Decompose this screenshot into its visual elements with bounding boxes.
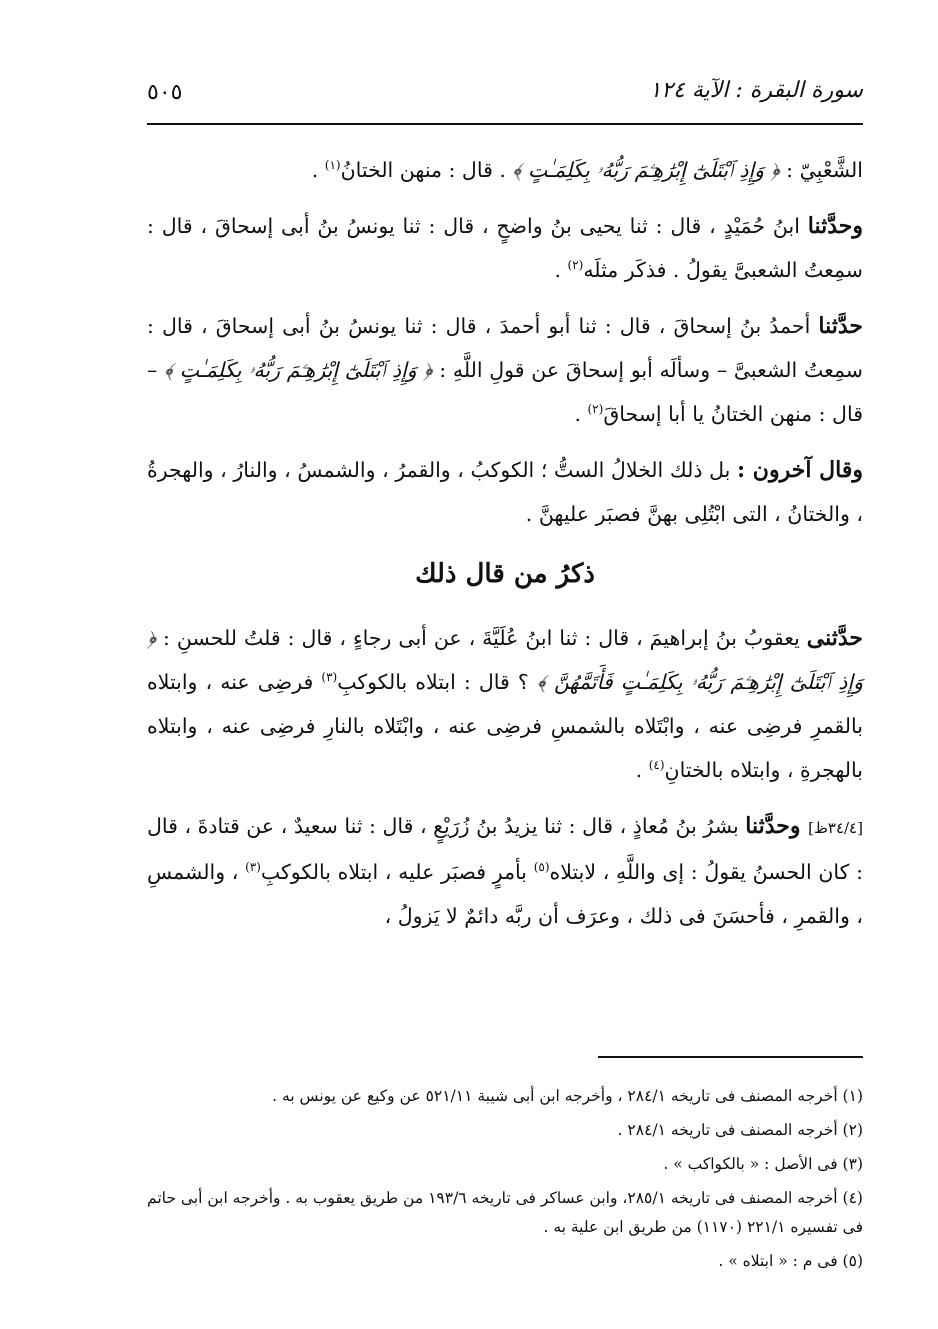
paragraph-text: . قال : منهن الختانُ — [340, 158, 513, 182]
footnote-3: (٣) فى الأصل : « بالكواكب » . — [663, 1155, 863, 1173]
footnote-rule — [598, 1056, 863, 1058]
folio-marker: [٣٤/٤ظ] — [808, 819, 863, 837]
main-text — [147, 148, 863, 950]
paragraph-text: ، والشمسِ ، والقمرِ ، فأحسَنَ فى ذلك ، وعرَف أن ربَّه دائمٌ لا يَزولُ ، — [147, 860, 863, 928]
paragraph-6 — [147, 804, 863, 938]
quran-verse: ﴿ وَإِذِ ٱبْتَلَىٰٓ إِبْرَٰهِـۧمَ رَبُّهُۥ بِكَلِمَـٰتٍ فَأَتَمَّهُنَّ ﴾ — [147, 626, 863, 694]
paragraph-text: يعقوبُ بنُ إبراهيمَ ، قال : ثنا ابنُ عُلَيَّةَ ، عن أبى رجاءٍ ، قال : قلتُ للحسنِ : — [156, 626, 807, 650]
paragraph-text: . — [574, 402, 588, 426]
paragraph-text: – قال : منهن الختانُ يا أبا إسحاقَ — [147, 358, 863, 426]
paragraph-lead: وقال آخرون : — [736, 457, 864, 483]
paragraph-text: ابنُ حُمَيْدٍ ، قال : ثنا يحيى بنُ واضحٍ ، قال : ثنا يونسُ بنُ أبى إسحاقَ ، قال : سمِعتُ الشعبىَّ يقولُ . فذكَر مثلَه — [147, 214, 863, 282]
page-header — [147, 72, 863, 122]
footnote-ref: (٤) — [648, 758, 665, 773]
paragraph-text: ؟ قال : ابتلاه بالكوكبِ — [337, 670, 537, 694]
paragraph-3 — [147, 304, 863, 436]
paragraph-lead: حدَّثنا — [818, 313, 863, 339]
footnote-ref: (٣) — [321, 670, 338, 685]
paragraph-lead: وحدَّثنا — [807, 213, 863, 239]
running-title: سورة البقرة : الآية ١٢٤ — [649, 78, 863, 103]
footnote-ref: (١) — [324, 158, 341, 173]
section-heading: ذكرُ من قال ذلك — [415, 559, 595, 589]
paragraph-5 — [147, 616, 863, 792]
paragraph-text: . — [554, 258, 568, 282]
paragraph-lead: حدَّثنى — [806, 625, 863, 651]
paragraph-2 — [147, 204, 863, 292]
quran-verse: ﴿ وَإِذِ ٱبْتَلَىٰٓ إِبْرَٰهِـۧمَ رَبُّهُۥ بِكَلِمَـٰتٍ ﴾ — [163, 358, 433, 382]
footnote-ref: (٥) — [533, 860, 550, 875]
footnote-1: (١) أخرجه المصنف فى تاريخه ٢٨٤/١ ، وأخرجه ابن أبى شيبة ٥٢١/١١ عن وكيع عن يونس به . — [272, 1087, 863, 1105]
paragraph-text: . — [311, 158, 325, 182]
paragraph-text: بشرُ بنُ مُعاذٍ ، قال : ثنا يزيدُ بنُ زُرَيْعٍ ، قال : ثنا سعيدٌ ، عن قتادةَ ، قال : كان الحسنُ يقولُ : إى واللَّهِ ، لابتلاه — [147, 814, 863, 884]
paragraph-text: بأمرٍ فصبَر عليه ، ابتلاه بالكوكبِ — [260, 860, 534, 884]
header-rule — [147, 123, 863, 125]
footnote-ref: (٢) — [587, 402, 604, 417]
paragraph-text: بل ذلك الخلالُ الستُّ ؛ الكوكبُ ، والقمرُ ، والشمسُ ، والنارُ ، والهجرةُ ، والختانُ ، التى ابْتُلِى بهنَّ فصبَر عليهنَّ . — [147, 458, 863, 526]
paragraph-text: . — [635, 758, 649, 782]
footnote-2: (٢) أخرجه المصنف فى تاريخه ٢٨٤/١ . — [617, 1121, 863, 1139]
footnote-4: (٤) أخرجه المصنف فى تاريخه ٢٨٥/١، وابن عساكر فى تاريخه ١٩٣/٦ من طريق يعقوب به . وأخرجه ابن أبى حاتم فى تفسيره ٢٢١/١ (١١٧٠) من طريق ابن علية به . — [147, 1189, 863, 1236]
quran-verse: ﴿ وَإِذِ ٱبْتَلَىٰٓ إِبْرَٰهِـۧمَ رَبُّهُۥ بِكَلِمَـٰتٍ ﴾ — [512, 158, 780, 182]
footnote-ref: (٣) — [245, 860, 261, 875]
page-number: ٥٠٥ — [147, 80, 183, 105]
paragraph-1 — [147, 148, 863, 192]
paragraph-lead: وحدَّثنا — [745, 813, 809, 839]
paragraph-4 — [147, 448, 863, 536]
footnotes — [147, 1082, 863, 1281]
footnote-5: (٥) فى م : « ابتلاه » . — [718, 1252, 863, 1270]
paragraph-text: أحمدُ بنُ إسحاقَ ، قال : ثنا أبو أحمدَ ، قال : ثنا يونسُ بنُ أبى إسحاقَ ، قال : سمِعتُ الشعبىَّ – وسألَه أبو إسحاقَ عن قولِ اللَّهِ : — [147, 314, 863, 382]
paragraph-text: فرضِى عنه ، وابتلاه بالقمرِ فرضِى عنه ، وابْتَلاه بالشمسِ فرضِى عنه ، وابْتَلاه بالنارِ فرضِى عنه ، وابتلاه بالهجرةِ ، وابتلاه بالختانِ — [147, 670, 863, 782]
paragraph-text: الشَّعْبِيّ : — [779, 158, 863, 182]
footnote-ref: (٢) — [567, 258, 584, 273]
